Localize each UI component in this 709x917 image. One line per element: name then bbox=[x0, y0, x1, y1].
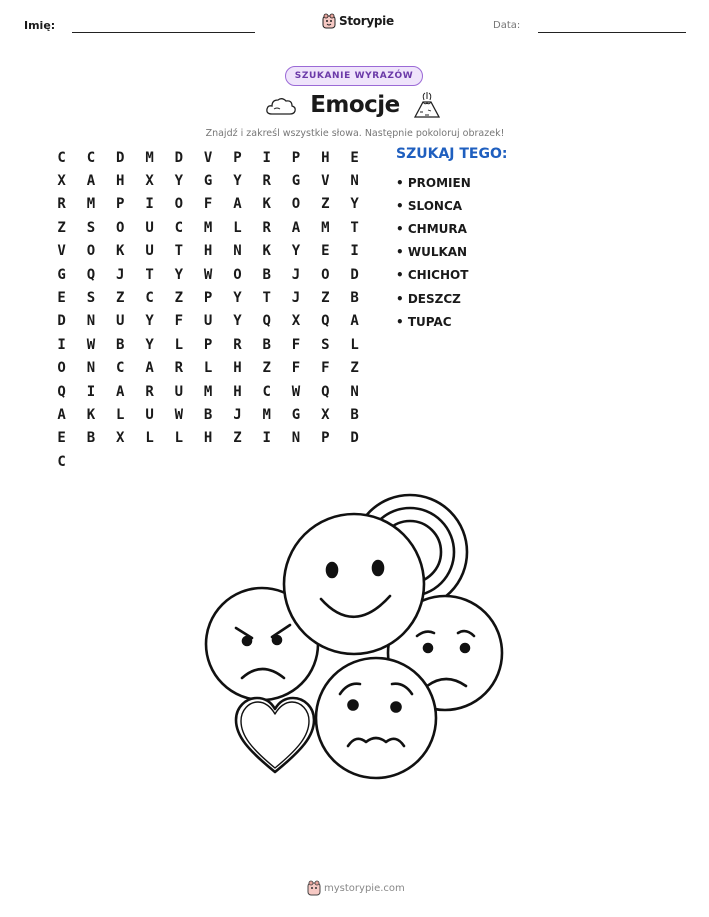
grid-cell: Y bbox=[233, 313, 242, 330]
grid-cell: H bbox=[233, 383, 242, 400]
grid-cell: U bbox=[145, 219, 154, 236]
word-list-title: SZUKAJ TEGO: bbox=[396, 146, 508, 162]
grid-cell: I bbox=[350, 243, 359, 260]
grid-cell: N bbox=[350, 383, 359, 400]
grid-cell: V bbox=[321, 173, 330, 190]
grid-cell: P bbox=[291, 149, 301, 166]
grid-cell: W bbox=[291, 383, 301, 400]
word-list-item: • CHMURA bbox=[396, 221, 467, 236]
grid-cell: L bbox=[145, 430, 154, 447]
grid-cell: F bbox=[321, 360, 330, 377]
grid-cell: E bbox=[57, 430, 66, 447]
date-label: Data: bbox=[493, 20, 521, 31]
grid-cell: A bbox=[86, 173, 96, 190]
grid-cell: Q bbox=[321, 313, 330, 330]
instructions: Znajdź i zakreśl wszystkie słowa. Następnie pokoloruj obrazek! bbox=[205, 128, 505, 139]
grid-cell: L bbox=[233, 219, 242, 236]
grid-cell: D bbox=[350, 430, 359, 447]
grid-cell: Y bbox=[145, 313, 154, 330]
grid-cell: B bbox=[350, 406, 359, 423]
grid-cell: I bbox=[262, 149, 271, 166]
grid-cell: Q bbox=[262, 313, 271, 330]
grid-cell: X bbox=[321, 406, 330, 423]
grid-cell: B bbox=[262, 266, 271, 283]
grid-cell: Y bbox=[233, 173, 242, 190]
grid-cell: E bbox=[321, 243, 330, 260]
grid-cell: P bbox=[233, 149, 242, 166]
grid-cell: J bbox=[233, 406, 242, 423]
letter-grid bbox=[47, 146, 369, 473]
grid-cell: P bbox=[203, 336, 213, 353]
grid-cell: Q bbox=[86, 266, 96, 283]
grid-cell: K bbox=[262, 243, 271, 260]
grid-cell: G bbox=[57, 266, 66, 283]
word-list-item: • TUPAC bbox=[396, 314, 452, 329]
volcano-icon bbox=[412, 90, 442, 120]
grid-cell: V bbox=[203, 149, 213, 166]
grid-cell: Z bbox=[321, 290, 330, 307]
grid-cell: J bbox=[116, 266, 125, 283]
cloud-icon bbox=[265, 94, 297, 118]
name-line bbox=[72, 32, 255, 33]
word-list-item: • DESZCZ bbox=[396, 291, 461, 306]
grid-cell: N bbox=[350, 173, 359, 190]
grid-cell: U bbox=[145, 406, 154, 423]
grid-cell: F bbox=[174, 313, 184, 330]
grid-cell: C bbox=[174, 219, 184, 236]
grid-cell: X bbox=[291, 313, 301, 330]
grid-cell: B bbox=[86, 430, 96, 447]
word-list-item: • CHICHOT bbox=[396, 268, 469, 283]
grid-cell: X bbox=[57, 173, 66, 190]
grid-cell: L bbox=[350, 336, 359, 353]
grid-cell: M bbox=[145, 149, 154, 166]
brand-logo bbox=[322, 13, 394, 29]
grid-cell: Y bbox=[174, 173, 184, 190]
date-line bbox=[538, 32, 686, 33]
grid-cell: T bbox=[145, 266, 154, 283]
grid-cell: L bbox=[116, 406, 125, 423]
grid-cell: H bbox=[233, 360, 242, 377]
grid-cell: S bbox=[321, 336, 330, 353]
grid-cell: B bbox=[262, 336, 271, 353]
storypie-mascot-icon bbox=[307, 880, 321, 896]
grid-cell: C bbox=[86, 149, 96, 166]
grid-cell: M bbox=[262, 406, 271, 423]
grid-cell: Y bbox=[174, 266, 184, 283]
grid-cell: F bbox=[291, 336, 301, 353]
grid-cell: T bbox=[350, 219, 359, 236]
grid-cell: V bbox=[57, 243, 66, 260]
grid-cell: W bbox=[174, 406, 184, 423]
grid-cell: U bbox=[116, 313, 125, 330]
grid-cell: X bbox=[116, 430, 125, 447]
grid-cell: I bbox=[145, 196, 154, 213]
grid-cell: C bbox=[116, 360, 125, 377]
grid-cell: C bbox=[57, 453, 66, 470]
grid-cell: N bbox=[291, 430, 301, 447]
grid-cell: Z bbox=[321, 196, 330, 213]
grid-cell: T bbox=[262, 290, 271, 307]
grid-cell: Y bbox=[350, 196, 359, 213]
grid-cell: P bbox=[321, 430, 330, 447]
grid-cell: K bbox=[116, 243, 125, 260]
grid-cell: Z bbox=[233, 430, 242, 447]
grid-cell: T bbox=[174, 243, 184, 260]
sad-face-icon bbox=[316, 658, 436, 778]
grid-cell: L bbox=[203, 360, 213, 377]
grid-cell: R bbox=[262, 173, 271, 190]
grid-cell: H bbox=[321, 149, 330, 166]
grid-cell: J bbox=[291, 266, 301, 283]
storypie-mascot-icon bbox=[322, 13, 336, 29]
grid-cell: L bbox=[174, 336, 184, 353]
grid-cell: B bbox=[116, 336, 125, 353]
grid-cell: S bbox=[86, 219, 96, 236]
name-label: Imię: bbox=[24, 19, 56, 32]
grid-cell: O bbox=[291, 196, 301, 213]
word-list-item: • WULKAN bbox=[396, 245, 468, 260]
category-badge: SZUKANIE WYRAZÓW bbox=[285, 66, 423, 86]
grid-cell: O bbox=[57, 360, 66, 377]
grid-cell: E bbox=[57, 290, 66, 307]
brand-name: Storypie bbox=[339, 14, 394, 28]
grid-cell: W bbox=[203, 266, 213, 283]
footer bbox=[307, 880, 405, 896]
word-list-item: • SLONCA bbox=[396, 198, 463, 213]
grid-cell: Z bbox=[116, 290, 125, 307]
grid-cell: N bbox=[86, 360, 96, 377]
grid-cell: Y bbox=[291, 243, 301, 260]
heart-icon bbox=[236, 698, 314, 772]
grid-cell: O bbox=[86, 243, 96, 260]
grid-cell: U bbox=[203, 313, 213, 330]
grid-cell: Q bbox=[57, 383, 66, 400]
grid-cell: B bbox=[203, 406, 213, 423]
grid-cell: G bbox=[291, 406, 301, 423]
grid-cell: J bbox=[291, 290, 301, 307]
grid-cell: A bbox=[116, 383, 125, 400]
grid-cell: H bbox=[203, 430, 213, 447]
grid-cell: A bbox=[291, 219, 301, 236]
grid-cell: P bbox=[116, 196, 125, 213]
grid-cell: N bbox=[233, 243, 242, 260]
grid-cell: S bbox=[86, 290, 96, 307]
grid-cell: X bbox=[145, 173, 154, 190]
grid-cell: A bbox=[350, 313, 359, 330]
grid-cell: R bbox=[174, 360, 184, 377]
grid-cell: Z bbox=[57, 219, 66, 236]
grid-cell: E bbox=[350, 149, 359, 166]
grid-cell: Q bbox=[321, 383, 330, 400]
grid-cell: R bbox=[233, 336, 242, 353]
grid-cell: D bbox=[350, 266, 359, 283]
grid-cell: R bbox=[262, 219, 271, 236]
grid-cell: F bbox=[203, 196, 213, 213]
grid-cell: C bbox=[262, 383, 271, 400]
grid-cell: O bbox=[233, 266, 242, 283]
grid-cell: H bbox=[203, 243, 213, 260]
grid-cell: L bbox=[174, 430, 184, 447]
grid-cell: I bbox=[57, 336, 66, 353]
grid-cell: F bbox=[291, 360, 301, 377]
grid-cell: C bbox=[145, 290, 154, 307]
grid-cell: W bbox=[86, 336, 96, 353]
grid-cell: G bbox=[291, 173, 301, 190]
grid-cell: M bbox=[86, 196, 96, 213]
grid-cell: I bbox=[86, 383, 96, 400]
grid-cell: R bbox=[57, 196, 66, 213]
grid-cell: Z bbox=[174, 290, 184, 307]
grid-cell: M bbox=[321, 219, 330, 236]
word-list bbox=[396, 171, 471, 333]
grid-cell: R bbox=[145, 383, 154, 400]
grid-cell: U bbox=[174, 383, 184, 400]
grid-cell: N bbox=[86, 313, 96, 330]
grid-cell: A bbox=[145, 360, 154, 377]
grid-cell: A bbox=[57, 406, 66, 423]
grid-cell: P bbox=[203, 290, 213, 307]
grid-cell: D bbox=[174, 149, 184, 166]
grid-cell: U bbox=[145, 243, 154, 260]
grid-cell: K bbox=[262, 196, 271, 213]
grid-cell: Y bbox=[145, 336, 154, 353]
grid-cell: C bbox=[57, 149, 66, 166]
footer-url: mystorypie.com bbox=[324, 882, 405, 894]
word-list-item: • PROMIEN bbox=[396, 175, 471, 190]
grid-cell: D bbox=[57, 313, 66, 330]
grid-cell: O bbox=[321, 266, 330, 283]
grid-cell: D bbox=[116, 149, 125, 166]
grid-cell: A bbox=[233, 196, 242, 213]
grid-cell: B bbox=[350, 290, 359, 307]
grid-cell: I bbox=[262, 430, 271, 447]
grid-cell: O bbox=[174, 196, 184, 213]
grid-cell: Y bbox=[233, 290, 242, 307]
grid-cell: M bbox=[203, 383, 213, 400]
grid-cell: K bbox=[86, 406, 96, 423]
grid-cell: M bbox=[203, 219, 213, 236]
grid-cell: Z bbox=[262, 360, 271, 377]
grid-cell: O bbox=[116, 219, 125, 236]
happy-face-icon bbox=[284, 514, 424, 654]
page-title: Emocje bbox=[310, 92, 400, 118]
grid-cell: H bbox=[116, 173, 125, 190]
grid-cell: Z bbox=[350, 360, 359, 377]
grid-cell: G bbox=[203, 173, 213, 190]
emoji-faces-illustration bbox=[200, 488, 510, 788]
